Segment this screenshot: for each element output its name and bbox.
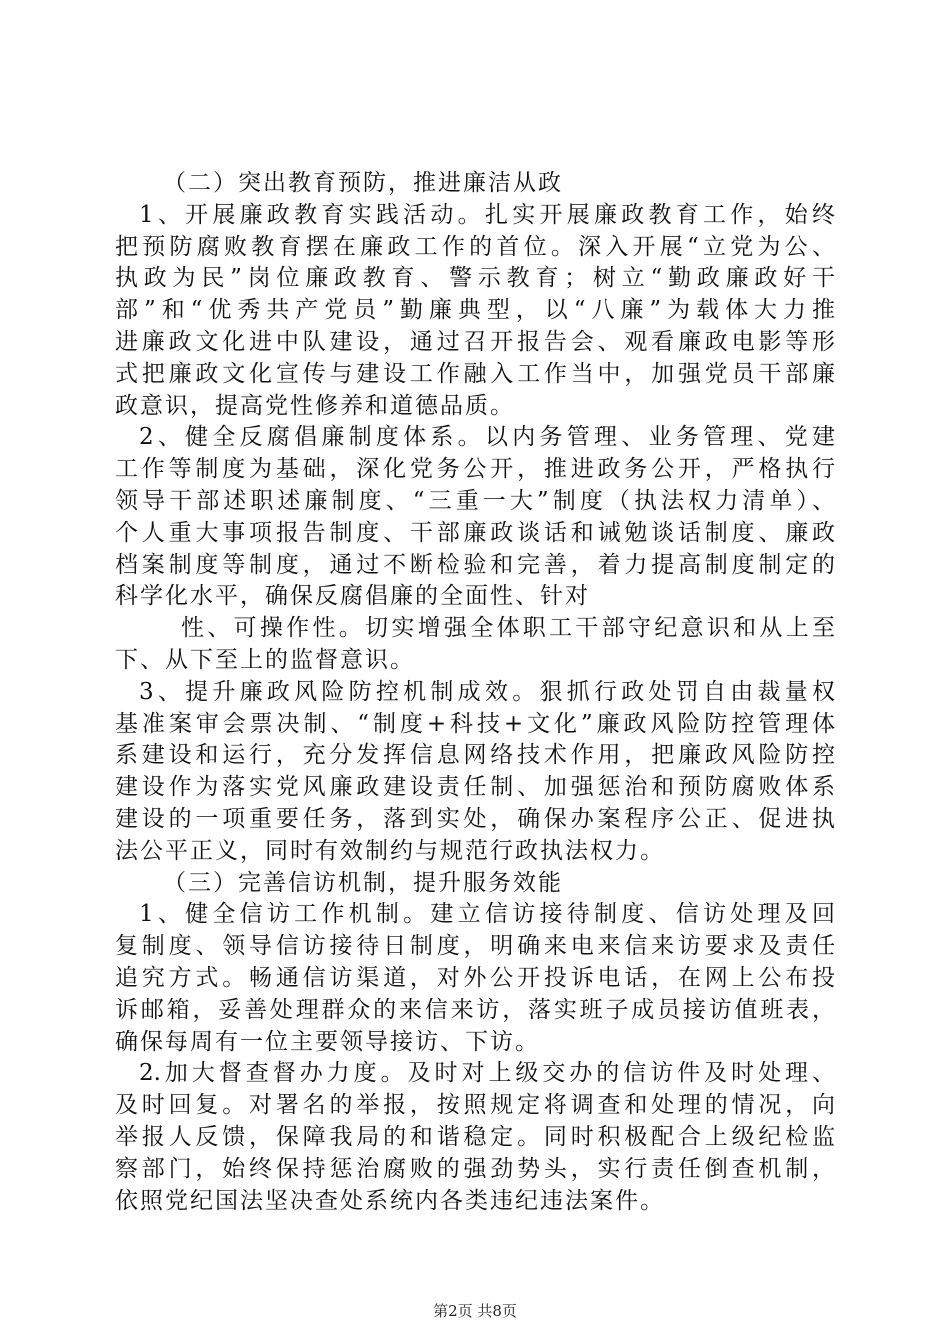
paragraph-line: 执政为民”岗位廉政教育、警示教育；树立“勤政廉政好干 (115, 265, 835, 292)
section-heading: （三）完善信访机制，提升服务效能 (163, 869, 563, 896)
paragraph-line: 1、开展廉政教育实践活动。扎实开展廉政教育工作，始终 (139, 201, 835, 228)
paragraph-line: 复制度、领导信访接待日制度，明确来电来信来访要求及责任 (115, 933, 835, 960)
paragraph-line: 3、提升廉政风险防控机制成效。狠抓行政处罚自由裁量权 (139, 678, 835, 705)
paragraph-line: 把预防腐败教育摆在廉政工作的首位。深入开展“立党为公、 (115, 233, 835, 260)
paragraph-line: 下、从下至上的监督意识。 (115, 646, 415, 673)
paragraph-line: 档案制度等制度，通过不断检验和完善，着力提高制度制定的 (115, 551, 835, 578)
paragraph-line: 诉邮箱，妥善处理群众的来信来访，落实班子成员接访值班表， (115, 996, 835, 1023)
paragraph-line: 2.加大督查督办力度。及时对上级交办的信访件及时处理、 (139, 1060, 835, 1087)
paragraph-line: 进廉政文化进中队建设，通过召开报告会、观看廉政电影等形 (115, 328, 835, 355)
paragraph-line: 建设的一项重要任务，落到实处，确保办案程序公正、促进执 (115, 805, 835, 832)
paragraph-line: 1、健全信访工作机制。建立信访接待制度、信访处理及回 (139, 901, 835, 928)
paragraph-line: 确保每周有一位主要领导接访、下访。 (115, 1028, 540, 1055)
page-number: 第2页 共8页 (433, 1302, 517, 1320)
paragraph-line: 科学化水平，确保反腐倡廉的全面性、针对 (115, 583, 590, 610)
document-body (115, 168, 835, 1217)
paragraph-line: 举报人反馈，保障我局的和谐稳定。同时积极配合上级纪检监 (115, 1123, 835, 1150)
paragraph-line: 系建设和运行，充分发挥信息网络技术作用，把廉政风险防控 (115, 742, 835, 769)
paragraph-line: 察部门，始终保持惩治腐败的强劲势头，实行责任倒查机制， (115, 1155, 835, 1182)
paragraph-line: 政意识，提高党性修养和道德品质。 (115, 392, 515, 419)
paragraph-line: 法公平正义，同时有效制约与规范行政执法权力。 (115, 837, 665, 864)
paragraph-line: 基准案审会票决制、“制度+科技+文化”廉政风险防控管理体 (115, 710, 835, 737)
paragraph-line: 及时回复。对署名的举报，按照规定将调查和处理的情况，向 (115, 1092, 835, 1119)
section-heading: （二）突出教育预防，推进廉洁从政 (163, 170, 563, 196)
paragraph-line: 部”和“优秀共产党员”勤廉典型，以“八廉”为载体大力推 (115, 297, 835, 324)
paragraph-line: 领导干部述职述廉制度、“三重一大”制度（执法权力清单）、 (115, 487, 835, 514)
paragraph-line: 建设作为落实党风廉政建设责任制、加强惩治和预防腐败体系 (115, 774, 835, 801)
paragraph-line: 2、健全反腐倡廉制度体系。以内务管理、业务管理、党建 (139, 424, 835, 451)
paragraph-line: 依照党纪国法坚决查处系统内各类违纪违法案件。 (115, 1187, 665, 1214)
paragraph-line: 工作等制度为基础，深化党务公开，推进政务公开，严格执行 (115, 456, 835, 483)
paragraph-line: 个人重大事项报告制度、干部廉政谈话和诫勉谈话制度、廉政 (115, 519, 835, 546)
paragraph-line: 性、可操作性。切实增强全体职工干部守纪意识和从上至 (181, 615, 835, 642)
paragraph-line: 追究方式。畅通信访渠道，对外公开投诉电话，在网上公布投 (115, 964, 835, 991)
paragraph-line: 式把廉政文化宣传与建设工作融入工作当中，加强党员干部廉 (115, 360, 835, 387)
